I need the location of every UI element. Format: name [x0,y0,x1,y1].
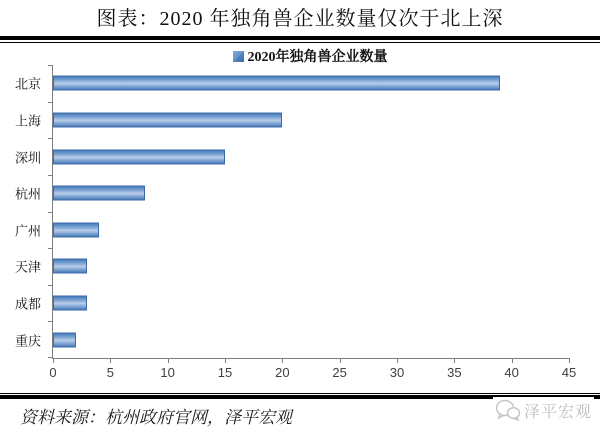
y-axis-tick [48,321,53,322]
x-axis-tick-label: 30 [389,365,405,380]
bar [53,76,500,91]
legend-label: 2020年独角兽企业数量 [247,50,388,65]
x-axis-tick [340,358,341,363]
x-axis-tick [282,358,283,363]
y-axis-tick [48,212,53,213]
watermark [493,397,594,423]
category-label: 北京 [14,76,41,92]
x-axis-tick [454,358,455,363]
y-axis-tick [48,175,53,176]
top-rule-thin [0,42,600,43]
bar [53,296,87,311]
x-axis-tick [225,358,226,363]
x-axis-tick [512,358,513,363]
bar-chart-plot-area [14,65,577,380]
watermark-text: 泽平宏观 [523,403,592,421]
x-axis-tick [168,358,169,363]
bar [53,112,282,127]
top-rule-thick [0,36,600,40]
y-axis-tick [48,102,53,103]
x-axis-tick [53,358,54,363]
chart-row [14,65,569,102]
bar [53,222,99,237]
chart-row [14,102,569,139]
category-label: 成都 [14,296,41,312]
source-note: 资料来源：杭州政府官网，泽平宏观 [20,408,292,427]
y-axis-tick [48,65,53,66]
category-label: 杭州 [14,186,41,202]
x-axis-tick [569,358,570,363]
bar [53,149,225,164]
chart-row [14,248,569,285]
y-axis-tick [48,285,53,286]
chart-row [14,285,569,322]
bottom-rule-thin [0,393,600,394]
chart-row [14,321,569,358]
chart-row [14,212,569,249]
category-label: 重庆 [14,333,41,349]
chart-legend [52,48,568,64]
bar [53,332,76,347]
x-axis-tick-label: 45 [561,365,577,380]
chart-row [14,138,569,175]
chart-row [14,175,569,212]
chat-bubbles-logo-icon [495,399,521,421]
x-axis-tick [110,358,111,363]
x-axis-tick-label: 35 [447,365,462,380]
category-label: 天津 [14,259,41,275]
y-axis-tick [48,248,53,249]
x-axis-tick-label: 25 [332,365,347,380]
x-axis-tick-label: 15 [217,365,233,380]
y-axis-tick [48,138,53,139]
bar [53,259,87,274]
x-axis-tick-label: 20 [275,365,290,380]
x-axis-tick-label: 5 [106,365,114,380]
x-axis-tick-label: 40 [504,365,519,380]
category-label: 广州 [14,223,41,239]
x-axis-tick-label: 0 [49,365,57,380]
category-label: 深圳 [14,150,41,166]
x-axis-tick [397,358,398,363]
page-title: 图表：2020 年独角兽企业数量仅次于北上深 [96,8,504,30]
bar [53,186,145,201]
x-axis-tick-label: 10 [160,365,175,380]
legend-marker-icon [233,51,244,62]
category-label: 上海 [14,113,41,129]
